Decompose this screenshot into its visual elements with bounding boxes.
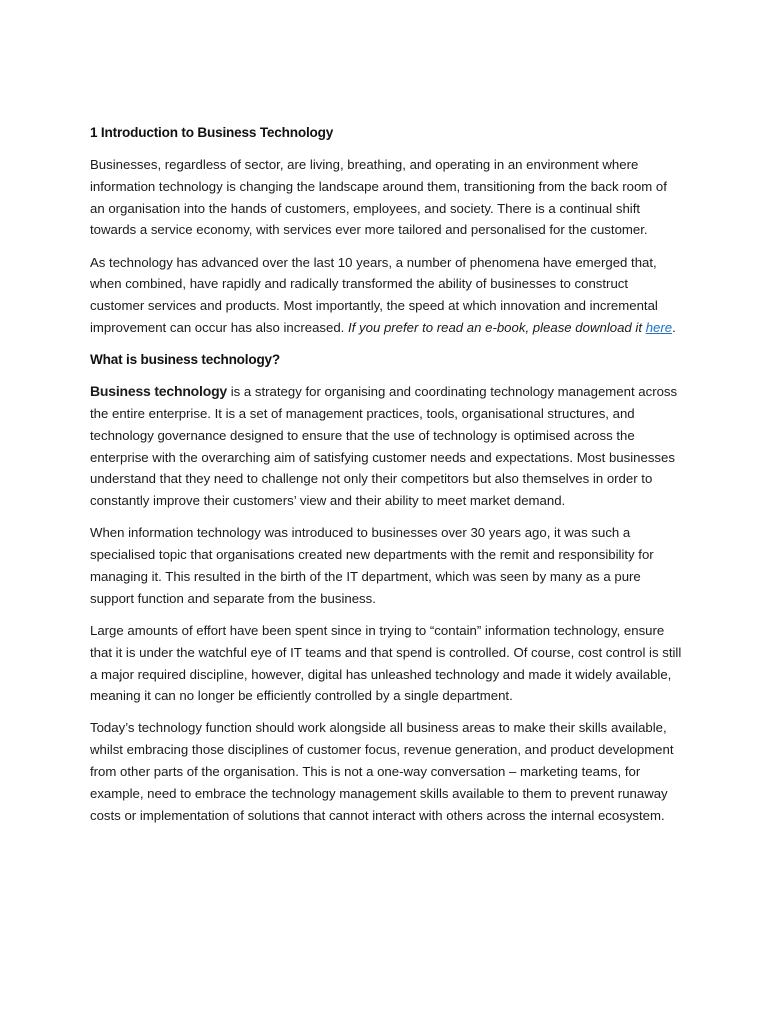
paragraph-today: Today’s technology function should work alongside all business areas to make their skills available, whilst embracing those disciplines of customer focus, revenue generation, and product development from other parts of the organisation. This is not a one-way conversation – marketing teams, for example, need to embrace the technology management skills available to them to prevent runaway costs or implementation of solutions that cannot interact with others across the internal ecosystem. <box>90 720 674 823</box>
ebook-prompt: If you prefer to read an e-book, please download it <box>348 319 643 335</box>
paragraph-phenomena <box>90 252 682 339</box>
paragraph-intro: Businesses, regardless of sector, are living, breathing, and operating in an environment where information technology is changing the landscape around them, transitioning from the back room of an organisation into the hands of customers, employees, and society. There is a continual shift towards a service economy, with services ever more tailored and personalised for the customer. <box>90 157 667 238</box>
paragraph-contain: Large amounts of effort have been spent since in trying to “contain” information technology, ensure that it is under the watchful eye of IT teams and that spend is controlled. Of course, cost control is still a major required discipline, however, digital has unleashed technology and made it widely available, meaning it can no longer be efficiently controlled by a single department. <box>90 622 682 704</box>
definition-text: is a strategy for organising and coordinating technology management across the entire enterprise. It is a set of management practices, tools, organisational structures, and technology governance designed to ensure that the use of technology is optimised across the enterprise with the overarching aim of satisfying customer needs and expectations. Most businesses understand that they need to challenge not only their competitors but also themselves in order to constantly improve their customers’ view and their ability to meet market demand. <box>90 384 678 509</box>
document-page <box>90 122 682 837</box>
paragraph-phenomena-text: As technology has advanced over the last 10 years, a number of phenomena have emerged that, when combined, have rapidly and radically transformed the ability of businesses to construct customer services and products. Most importantly, the speed at which innovation and incremental improvement can occur has also increased. <box>90 254 658 335</box>
definition-term: Business technology <box>90 383 228 400</box>
ebook-download-link[interactable]: here <box>645 319 673 335</box>
paragraph-history: When information technology was introduced to businesses over 30 years ago, it was such a specialised topic that organisations created new departments with the remit and responsibility for managing it. This resulted in the birth of the IT department, which was seen by many as a pure support function and separate from the business. <box>90 525 654 606</box>
paragraph-definition <box>90 381 682 512</box>
subheading-what-is: What is business technology? <box>90 352 281 368</box>
section-heading: 1 Introduction to Business Technology <box>90 125 334 140</box>
ebook-period: . <box>672 319 676 335</box>
